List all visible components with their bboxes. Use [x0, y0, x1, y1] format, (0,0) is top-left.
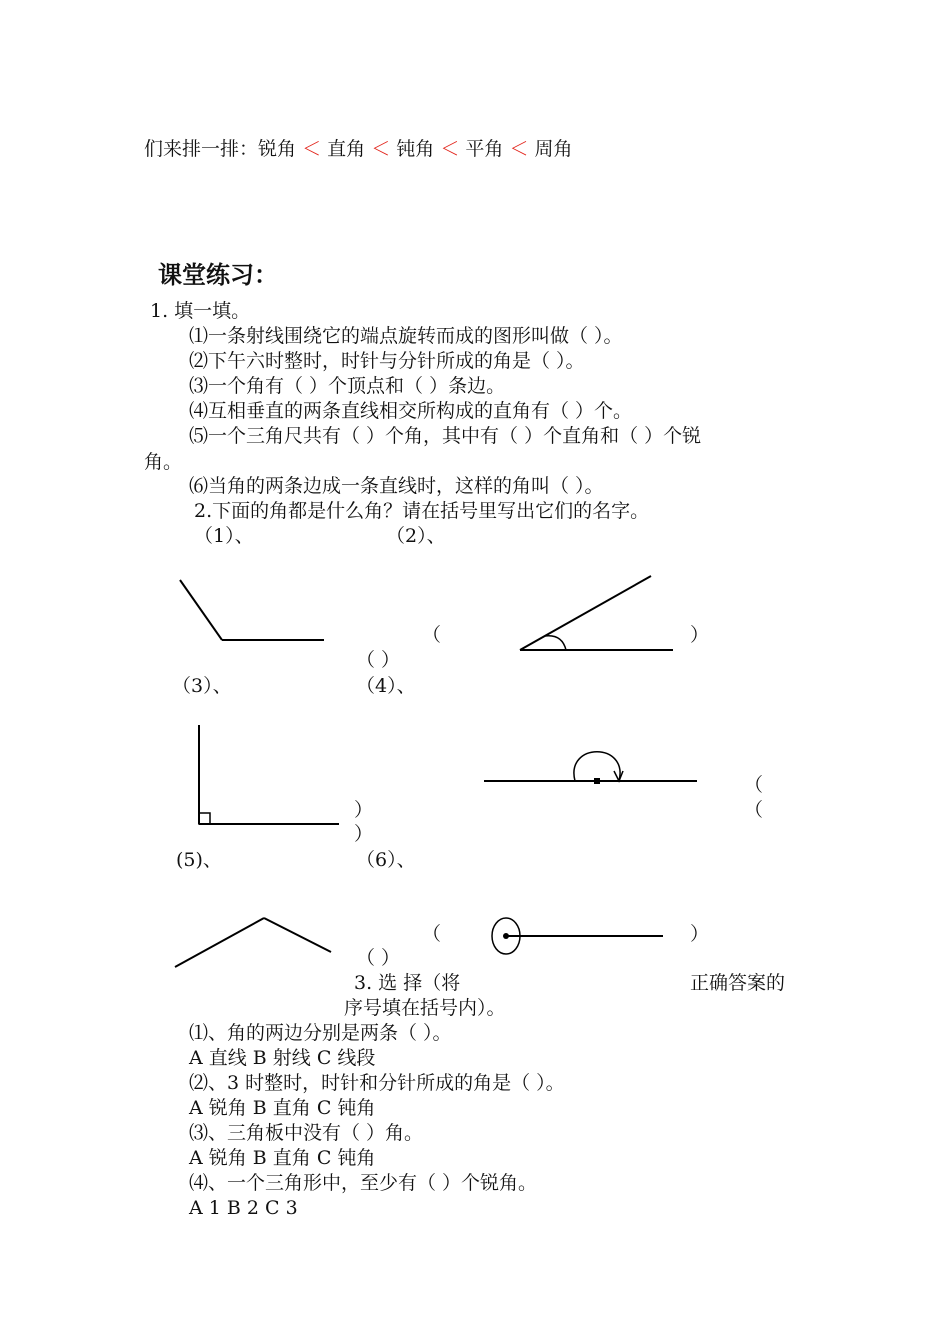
q2-label-3: （3）、 [172, 675, 232, 697]
q3-item-2: ⑵、3 时整时，时针和分针所成的角是（ ）。 [189, 1072, 565, 1094]
vertex-dot [503, 933, 509, 939]
order-item-round: 周角 [534, 138, 573, 160]
q3-options-2: A 锐角 B 直角 C 钝角 [189, 1097, 376, 1119]
q2-label-6: （6）、 [356, 849, 416, 871]
open-paren: （ [422, 624, 442, 646]
figure-right-angle [199, 725, 339, 824]
q3-item-1: ⑴、角的两边分别是两条（ ）。 [189, 1022, 452, 1044]
order-item-right: 直角 [327, 138, 366, 160]
figure-round-angle [492, 918, 663, 954]
q3-title-part3: 序号填在括号内）。 [344, 997, 506, 1019]
order-item-straight: 平角 [465, 138, 504, 160]
q1-item-4: ⑷互相垂直的两条直线相交所构成的直角有（ ）个。 [189, 400, 633, 422]
q1-item-1: ⑴一条射线围绕它的端点旋转而成的图形叫做（ ）。 [189, 325, 623, 347]
figure-peak-angle [175, 918, 331, 967]
close-paren: ） [690, 923, 710, 945]
section-heading: 课堂练习： [158, 261, 278, 289]
q1-item-6: ⑹当角的两条边成一条直线时，这样的角叫（ ）。 [189, 475, 604, 497]
q2-label-5: (5)、 [176, 849, 222, 871]
close-paren: ） [354, 799, 374, 821]
less-than-sign: ＜ [371, 138, 391, 160]
open-paren: （ [744, 774, 764, 796]
close-paren: ） [354, 823, 374, 845]
q3-options-4: A 1 B 2 C 3 [189, 1197, 298, 1219]
q1-item-3: ⑶一个角有（ ）个顶点和（ ）条边。 [189, 375, 506, 397]
q3-options-3: A 锐角 B 直角 C 钝角 [189, 1147, 376, 1169]
q3-item-3: ⑶、三角板中没有（ ）角。 [189, 1122, 424, 1144]
q3-item-4: ⑷、一个三角形中，至少有（ ）个锐角。 [189, 1172, 538, 1194]
q2-label-1: （1）、 [194, 525, 254, 547]
answer-blank: （ ） [356, 947, 401, 969]
less-than-sign: ＜ [440, 138, 460, 160]
q2-title: 2.下面的角都是什么角？请在括号里写出它们的名字。 [194, 500, 650, 522]
close-paren: ） [690, 624, 710, 646]
open-paren: （ [422, 923, 442, 945]
vertex-dot [594, 778, 600, 784]
order-prefix: 们来排一排： [144, 138, 259, 160]
order-item-obtuse: 钝角 [396, 138, 435, 160]
figure-obtuse-angle [180, 580, 324, 640]
figure-straight-angle [484, 752, 697, 781]
q2-label-2: （2）、 [386, 525, 446, 547]
q3-title-part2: 正确答案的 [690, 972, 786, 994]
answer-blank: （ ） [356, 649, 401, 671]
less-than-sign: ＜ [509, 138, 529, 160]
order-item-acute: 锐角 [258, 138, 297, 160]
q3-options-1: A 直线 B 射线 C 线段 [189, 1047, 376, 1069]
figure-acute-angle [520, 576, 673, 650]
q1-item-5: ⑸一个三角尺共有（ ）个角，其中有（ ）个直角和（ ）个锐 [189, 425, 702, 447]
open-paren: （ [744, 799, 764, 821]
q1-item-5-cont: 角。 [144, 451, 183, 473]
less-than-sign: ＜ [302, 138, 322, 160]
q2-label-4: （4）、 [356, 675, 416, 697]
q1-item-2: ⑵下午六时整时，时针与分针所成的角是（ ）。 [189, 350, 585, 372]
q1-title: 1. 填一填。 [150, 300, 251, 322]
q3-title-part1: 3. 选 择（将 [354, 972, 461, 994]
